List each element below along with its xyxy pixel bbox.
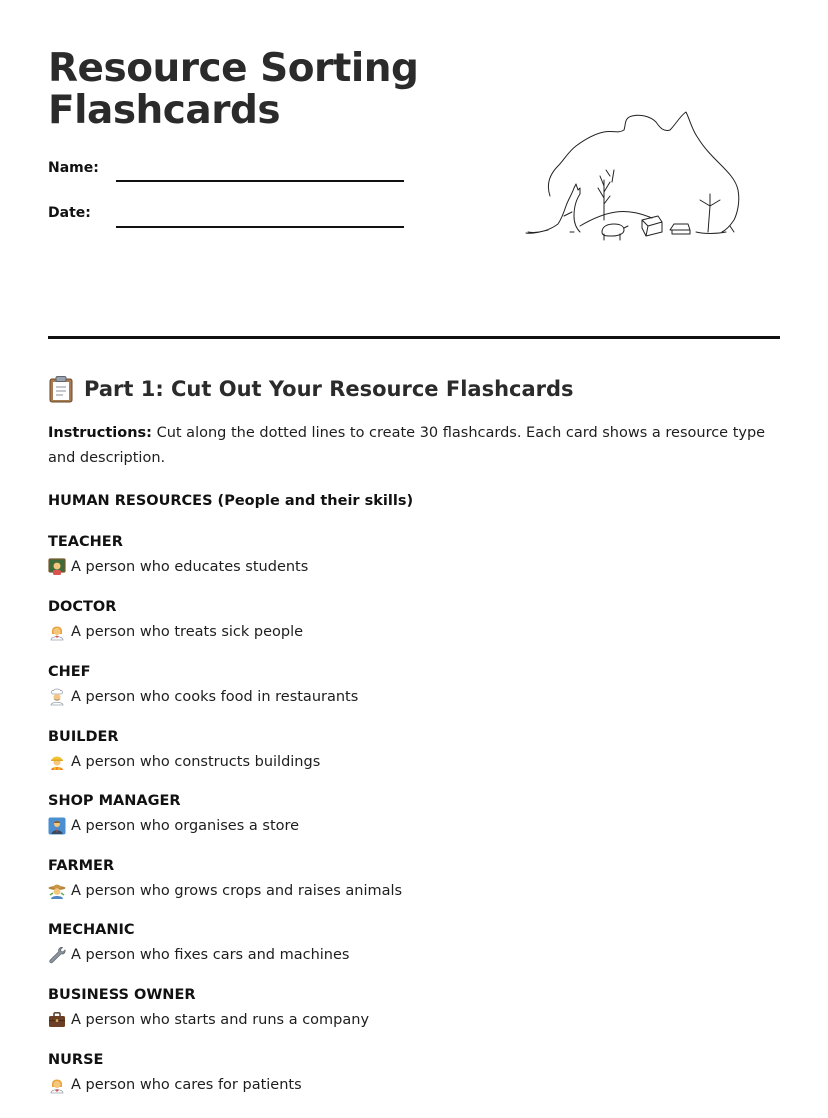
card-description-text: A person who starts and runs a company <box>71 1012 370 1028</box>
card-description <box>48 946 780 964</box>
card-description-text: A person who grows crops and raises animals <box>71 883 403 899</box>
card-description <box>48 1076 780 1094</box>
date-label: Date: <box>48 205 91 221</box>
name-field[interactable] <box>116 180 404 182</box>
card-description <box>48 1011 780 1029</box>
flashcard-teacher <box>48 533 780 576</box>
human-resources-heading: HUMAN RESOURCES (People and their skills) <box>48 493 414 509</box>
card-title: BUILDER <box>48 729 119 745</box>
instructions <box>48 421 780 471</box>
card-description-text: A person who organises a store <box>71 818 300 834</box>
clipboard-icon <box>48 375 74 403</box>
card-description-text: A person who cares for patients <box>71 1077 302 1093</box>
card-description <box>48 558 780 576</box>
sheep-icon <box>602 224 628 240</box>
teacher-emoji-icon <box>48 558 66 576</box>
card-title: TEACHER <box>48 534 123 550</box>
page-title <box>48 48 418 132</box>
instructions-label: Instructions: <box>48 425 152 441</box>
card-title: SHOP MANAGER <box>48 793 181 809</box>
flashcard-nurse <box>48 1051 780 1094</box>
flashcard-farmer <box>48 857 780 900</box>
nurse-emoji-icon <box>48 1076 66 1094</box>
card-description-text: A person who constructs buildings <box>71 754 321 770</box>
card-title: BUSINESS OWNER <box>48 987 196 1003</box>
builder-emoji-icon <box>48 753 66 771</box>
section-divider <box>48 336 780 339</box>
instructions-text: Cut along the dotted lines to create 30 flashcards. Each card shows a resource type and description. <box>48 425 766 466</box>
flashcard-shop-manager <box>48 792 780 835</box>
doctor-emoji-icon <box>48 623 66 641</box>
card-title: MECHANIC <box>48 922 135 938</box>
name-label: Name: <box>48 160 99 176</box>
card-title: CHEF <box>48 664 91 680</box>
crate-icon <box>642 216 662 236</box>
briefcase-emoji-icon <box>48 1011 66 1029</box>
card-description-text: A person who treats sick people <box>71 624 304 640</box>
flashcard-doctor <box>48 598 780 641</box>
chef-emoji-icon <box>48 688 66 706</box>
card-title: FARMER <box>48 858 115 874</box>
wrench-emoji-icon <box>48 946 66 964</box>
australia-resources-illustration <box>520 108 750 248</box>
card-description <box>48 688 780 706</box>
card-description <box>48 753 780 771</box>
farmer-emoji-icon <box>48 882 66 900</box>
flashcard-chef <box>48 663 780 706</box>
card-description <box>48 623 780 641</box>
part1-heading-text: Part 1: Cut Out Your Resource Flashcards <box>84 377 574 401</box>
card-description-text: A person who fixes cars and machines <box>71 947 350 963</box>
wind-turbine-icon <box>700 194 720 232</box>
card-description-text: A person who cooks food in restaurants <box>71 689 359 705</box>
card-title: NURSE <box>48 1052 104 1068</box>
australia-outline <box>548 112 738 232</box>
card-title: DOCTOR <box>48 599 117 615</box>
flashcard-mechanic <box>48 921 780 964</box>
gold-bars-icon <box>670 224 690 234</box>
flashcard-builder <box>48 728 780 771</box>
part1-heading <box>48 374 574 404</box>
card-description <box>48 882 780 900</box>
title-line-1: Resource Sorting <box>48 46 419 91</box>
flashcard-business-owner <box>48 986 780 1029</box>
kangaroo-icon <box>526 184 580 233</box>
office-worker-emoji-icon <box>48 817 66 835</box>
title-line-2: Flashcards <box>48 88 281 133</box>
card-description-text: A person who educates students <box>71 559 309 575</box>
card-description <box>48 817 780 835</box>
date-field[interactable] <box>116 226 404 228</box>
